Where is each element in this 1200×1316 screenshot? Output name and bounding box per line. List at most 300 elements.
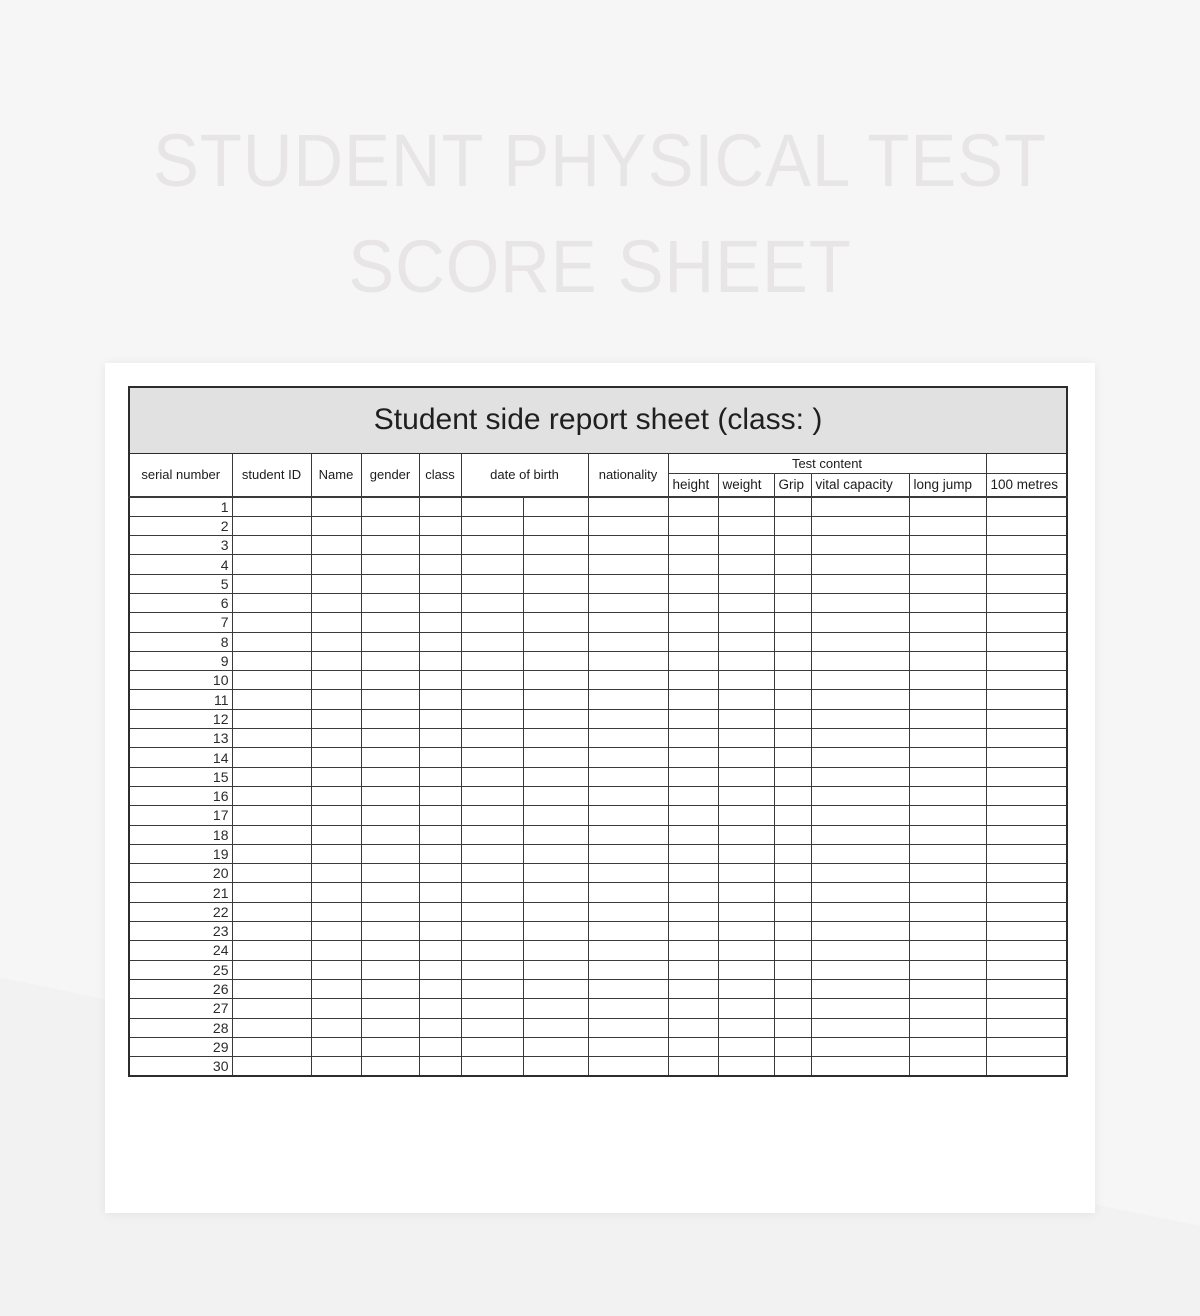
empty-data-cell xyxy=(361,1057,419,1076)
empty-data-cell xyxy=(909,1057,986,1076)
empty-data-cell xyxy=(311,593,361,612)
empty-data-cell xyxy=(361,536,419,555)
empty-data-cell xyxy=(361,671,419,690)
serial-number-cell: 26 xyxy=(129,979,232,998)
empty-data-cell xyxy=(811,902,909,921)
empty-data-cell xyxy=(668,1018,718,1037)
table-row xyxy=(129,922,1067,941)
empty-data-cell xyxy=(461,709,523,728)
empty-data-cell xyxy=(909,922,986,941)
empty-data-cell xyxy=(718,844,774,863)
empty-data-cell xyxy=(668,729,718,748)
empty-data-cell xyxy=(232,960,311,979)
empty-data-cell xyxy=(986,922,1067,941)
empty-data-cell xyxy=(811,786,909,805)
empty-data-cell xyxy=(311,709,361,728)
empty-data-cell xyxy=(361,574,419,593)
empty-data-cell xyxy=(774,729,811,748)
empty-data-cell xyxy=(232,786,311,805)
empty-data-cell xyxy=(718,574,774,593)
empty-data-cell xyxy=(232,1057,311,1076)
serial-number-cell: 24 xyxy=(129,941,232,960)
empty-data-cell xyxy=(461,979,523,998)
empty-data-cell xyxy=(986,941,1067,960)
table-row xyxy=(129,574,1067,593)
serial-number-cell: 8 xyxy=(129,632,232,651)
empty-data-cell xyxy=(811,960,909,979)
empty-data-cell xyxy=(718,941,774,960)
col-header-date-of-birth: date of birth xyxy=(461,453,588,497)
empty-data-cell xyxy=(588,555,668,574)
empty-data-cell xyxy=(311,806,361,825)
empty-data-cell xyxy=(774,844,811,863)
empty-data-cell xyxy=(909,786,986,805)
empty-data-cell xyxy=(718,729,774,748)
empty-data-cell xyxy=(419,690,461,709)
empty-data-cell xyxy=(419,1057,461,1076)
empty-data-cell xyxy=(361,729,419,748)
empty-data-cell xyxy=(811,497,909,516)
serial-number-cell: 15 xyxy=(129,767,232,786)
empty-data-cell xyxy=(718,516,774,535)
empty-data-cell xyxy=(718,767,774,786)
empty-data-cell xyxy=(909,825,986,844)
empty-data-cell xyxy=(361,516,419,535)
empty-data-cell xyxy=(668,671,718,690)
empty-data-cell xyxy=(811,690,909,709)
empty-data-cell xyxy=(718,651,774,670)
empty-data-cell xyxy=(588,651,668,670)
empty-data-cell xyxy=(523,806,588,825)
empty-data-cell xyxy=(419,979,461,998)
empty-data-cell xyxy=(232,574,311,593)
empty-data-cell xyxy=(523,671,588,690)
empty-data-cell xyxy=(419,786,461,805)
empty-data-cell xyxy=(311,651,361,670)
empty-data-cell xyxy=(588,883,668,902)
empty-data-cell xyxy=(811,999,909,1018)
col-header-serial-number: serial number xyxy=(129,453,232,497)
watermark-title-line1: STUDENT PHYSICAL TEST xyxy=(152,119,1047,202)
empty-data-cell xyxy=(909,941,986,960)
empty-data-cell xyxy=(311,690,361,709)
empty-data-cell xyxy=(811,613,909,632)
empty-data-cell xyxy=(461,1057,523,1076)
table-row xyxy=(129,844,1067,863)
empty-data-cell xyxy=(361,922,419,941)
empty-data-cell xyxy=(909,516,986,535)
empty-data-cell xyxy=(361,632,419,651)
empty-data-cell xyxy=(232,922,311,941)
empty-data-cell xyxy=(718,671,774,690)
empty-data-cell xyxy=(668,902,718,921)
empty-data-cell xyxy=(668,844,718,863)
empty-data-cell xyxy=(232,979,311,998)
empty-data-cell xyxy=(461,574,523,593)
serial-number-cell: 22 xyxy=(129,902,232,921)
empty-data-cell xyxy=(909,999,986,1018)
empty-data-cell xyxy=(986,555,1067,574)
empty-data-cell xyxy=(718,883,774,902)
empty-data-cell xyxy=(774,825,811,844)
score-sheet-table xyxy=(128,386,1068,1077)
empty-data-cell xyxy=(461,632,523,651)
empty-data-cell xyxy=(986,979,1067,998)
empty-data-cell xyxy=(774,574,811,593)
empty-data-cell xyxy=(909,767,986,786)
table-row xyxy=(129,767,1067,786)
empty-data-cell xyxy=(588,922,668,941)
empty-data-cell xyxy=(361,902,419,921)
empty-data-cell xyxy=(986,651,1067,670)
empty-data-cell xyxy=(232,497,311,516)
empty-data-cell xyxy=(588,979,668,998)
empty-data-cell xyxy=(588,593,668,612)
empty-data-cell xyxy=(811,1057,909,1076)
col-header-gender: gender xyxy=(361,453,419,497)
score-table-body xyxy=(129,497,1067,1076)
table-row xyxy=(129,902,1067,921)
empty-data-cell xyxy=(232,941,311,960)
empty-data-cell xyxy=(718,555,774,574)
table-row xyxy=(129,516,1067,535)
empty-data-cell xyxy=(311,979,361,998)
empty-data-cell xyxy=(718,748,774,767)
empty-data-cell xyxy=(419,864,461,883)
empty-data-cell xyxy=(668,960,718,979)
empty-data-cell xyxy=(986,690,1067,709)
empty-data-cell xyxy=(461,748,523,767)
empty-data-cell xyxy=(311,555,361,574)
empty-data-cell xyxy=(461,613,523,632)
serial-number-cell: 14 xyxy=(129,748,232,767)
watermark-title xyxy=(0,108,1200,320)
empty-data-cell xyxy=(774,632,811,651)
table-row xyxy=(129,883,1067,902)
serial-number-cell: 18 xyxy=(129,825,232,844)
empty-data-cell xyxy=(311,748,361,767)
empty-data-cell xyxy=(461,902,523,921)
empty-data-cell xyxy=(461,786,523,805)
empty-data-cell xyxy=(419,806,461,825)
empty-data-cell xyxy=(232,555,311,574)
empty-data-cell xyxy=(986,844,1067,863)
empty-data-cell xyxy=(774,902,811,921)
empty-data-cell xyxy=(523,651,588,670)
empty-data-cell xyxy=(986,1018,1067,1037)
empty-data-cell xyxy=(774,555,811,574)
table-row xyxy=(129,960,1067,979)
col-header-class: class xyxy=(419,453,461,497)
empty-data-cell xyxy=(588,1018,668,1037)
serial-number-cell: 5 xyxy=(129,574,232,593)
empty-data-cell xyxy=(718,1018,774,1037)
empty-data-cell xyxy=(774,941,811,960)
empty-data-cell xyxy=(419,729,461,748)
empty-data-cell xyxy=(419,709,461,728)
sheet-title: Student side report sheet (class: ) xyxy=(129,387,1067,453)
empty-data-cell xyxy=(774,536,811,555)
empty-data-cell xyxy=(419,999,461,1018)
col-header-test-content-group: Test content xyxy=(668,453,986,473)
empty-data-cell xyxy=(588,806,668,825)
empty-data-cell xyxy=(461,960,523,979)
empty-data-cell xyxy=(986,825,1067,844)
empty-data-cell xyxy=(361,883,419,902)
empty-data-cell xyxy=(811,651,909,670)
empty-data-cell xyxy=(774,690,811,709)
empty-data-cell xyxy=(774,786,811,805)
empty-data-cell xyxy=(774,960,811,979)
empty-data-cell xyxy=(523,632,588,651)
empty-data-cell xyxy=(811,922,909,941)
empty-data-cell xyxy=(419,536,461,555)
empty-data-cell xyxy=(668,825,718,844)
empty-data-cell xyxy=(232,690,311,709)
empty-data-cell xyxy=(523,979,588,998)
empty-data-cell xyxy=(523,786,588,805)
empty-data-cell xyxy=(523,690,588,709)
empty-data-cell xyxy=(419,1018,461,1037)
empty-data-cell xyxy=(986,593,1067,612)
empty-data-cell xyxy=(311,1037,361,1056)
empty-data-cell xyxy=(718,902,774,921)
empty-data-cell xyxy=(986,960,1067,979)
serial-number-cell: 10 xyxy=(129,671,232,690)
empty-data-cell xyxy=(311,999,361,1018)
empty-data-cell xyxy=(718,613,774,632)
empty-data-cell xyxy=(311,922,361,941)
empty-data-cell xyxy=(774,516,811,535)
empty-data-cell xyxy=(668,748,718,767)
empty-data-cell xyxy=(909,748,986,767)
empty-data-cell xyxy=(523,593,588,612)
table-row xyxy=(129,786,1067,805)
empty-data-cell xyxy=(909,709,986,728)
empty-data-cell xyxy=(419,555,461,574)
empty-data-cell xyxy=(986,1057,1067,1076)
empty-data-cell xyxy=(668,864,718,883)
empty-data-cell xyxy=(774,864,811,883)
empty-data-cell xyxy=(909,574,986,593)
empty-data-cell xyxy=(668,593,718,612)
empty-data-cell xyxy=(461,671,523,690)
empty-data-cell xyxy=(718,690,774,709)
empty-data-cell xyxy=(523,536,588,555)
empty-data-cell xyxy=(361,844,419,863)
empty-data-cell xyxy=(811,536,909,555)
col-header-nationality: nationality xyxy=(588,453,668,497)
empty-data-cell xyxy=(588,1057,668,1076)
empty-data-cell xyxy=(668,632,718,651)
table-row xyxy=(129,941,1067,960)
table-row xyxy=(129,651,1067,670)
empty-data-cell xyxy=(361,806,419,825)
empty-data-cell xyxy=(909,902,986,921)
empty-data-cell xyxy=(311,786,361,805)
serial-number-cell: 27 xyxy=(129,999,232,1018)
empty-data-cell xyxy=(668,516,718,535)
empty-data-cell xyxy=(523,844,588,863)
empty-data-cell xyxy=(232,767,311,786)
empty-data-cell xyxy=(668,613,718,632)
empty-data-cell xyxy=(361,767,419,786)
empty-data-cell xyxy=(588,960,668,979)
empty-data-cell xyxy=(461,844,523,863)
empty-data-cell xyxy=(232,1037,311,1056)
empty-data-cell xyxy=(461,825,523,844)
empty-data-cell xyxy=(311,516,361,535)
empty-data-cell xyxy=(311,497,361,516)
table-row xyxy=(129,825,1067,844)
empty-data-cell xyxy=(909,651,986,670)
empty-data-cell xyxy=(909,536,986,555)
empty-data-cell xyxy=(774,806,811,825)
table-row xyxy=(129,1037,1067,1056)
col-header-name: Name xyxy=(311,453,361,497)
table-row xyxy=(129,1057,1067,1076)
empty-data-cell xyxy=(311,767,361,786)
empty-data-cell xyxy=(811,748,909,767)
empty-data-cell xyxy=(361,1018,419,1037)
table-row xyxy=(129,999,1067,1018)
empty-data-cell xyxy=(311,632,361,651)
empty-data-cell xyxy=(588,613,668,632)
empty-data-cell xyxy=(419,902,461,921)
empty-data-cell xyxy=(588,536,668,555)
empty-data-cell xyxy=(523,516,588,535)
empty-data-cell xyxy=(461,593,523,612)
empty-data-cell xyxy=(419,497,461,516)
empty-data-cell xyxy=(811,1018,909,1037)
empty-data-cell xyxy=(774,748,811,767)
empty-data-cell xyxy=(909,864,986,883)
empty-data-cell xyxy=(588,709,668,728)
empty-data-cell xyxy=(311,613,361,632)
empty-data-cell xyxy=(361,825,419,844)
empty-data-cell xyxy=(523,825,588,844)
serial-number-cell: 2 xyxy=(129,516,232,535)
empty-data-cell xyxy=(588,767,668,786)
col-header-100-metres: 100 metres xyxy=(986,473,1067,497)
empty-data-cell xyxy=(718,709,774,728)
empty-data-cell xyxy=(361,960,419,979)
empty-data-cell xyxy=(311,844,361,863)
empty-data-cell xyxy=(419,516,461,535)
empty-data-cell xyxy=(986,786,1067,805)
empty-data-cell xyxy=(774,497,811,516)
empty-data-cell xyxy=(668,941,718,960)
empty-data-cell xyxy=(232,729,311,748)
empty-data-cell xyxy=(774,1057,811,1076)
serial-number-cell: 16 xyxy=(129,786,232,805)
serial-number-cell: 6 xyxy=(129,593,232,612)
empty-data-cell xyxy=(774,613,811,632)
empty-data-cell xyxy=(361,651,419,670)
empty-data-cell xyxy=(811,941,909,960)
empty-data-cell xyxy=(232,536,311,555)
empty-data-cell xyxy=(718,1037,774,1056)
col-header-vital-capacity: vital capacity xyxy=(811,473,909,497)
table-row xyxy=(129,632,1067,651)
empty-data-cell xyxy=(811,671,909,690)
empty-data-cell xyxy=(909,632,986,651)
empty-data-cell xyxy=(523,1057,588,1076)
sheet-title-row xyxy=(129,387,1067,453)
empty-data-cell xyxy=(232,883,311,902)
empty-data-cell xyxy=(311,1057,361,1076)
empty-data-cell xyxy=(461,999,523,1018)
empty-data-cell xyxy=(588,941,668,960)
empty-data-cell xyxy=(588,1037,668,1056)
empty-data-cell xyxy=(419,671,461,690)
empty-data-cell xyxy=(361,690,419,709)
empty-data-cell xyxy=(811,574,909,593)
empty-data-cell xyxy=(419,767,461,786)
empty-data-cell xyxy=(232,613,311,632)
empty-data-cell xyxy=(361,497,419,516)
empty-data-cell xyxy=(986,767,1067,786)
serial-number-cell: 30 xyxy=(129,1057,232,1076)
empty-data-cell xyxy=(461,651,523,670)
empty-data-cell xyxy=(361,941,419,960)
empty-data-cell xyxy=(419,960,461,979)
empty-data-cell xyxy=(668,1057,718,1076)
empty-data-cell xyxy=(419,574,461,593)
empty-data-cell xyxy=(774,1037,811,1056)
empty-data-cell xyxy=(361,979,419,998)
empty-data-cell xyxy=(811,883,909,902)
empty-data-cell xyxy=(986,729,1067,748)
col-header-weight: weight xyxy=(718,473,774,497)
empty-data-cell xyxy=(361,786,419,805)
empty-data-cell xyxy=(718,806,774,825)
empty-data-cell xyxy=(588,844,668,863)
empty-data-cell xyxy=(419,613,461,632)
empty-data-cell xyxy=(232,864,311,883)
empty-data-cell xyxy=(361,748,419,767)
empty-data-cell xyxy=(523,941,588,960)
empty-data-cell xyxy=(461,536,523,555)
empty-data-cell xyxy=(986,1037,1067,1056)
empty-data-cell xyxy=(588,632,668,651)
empty-data-cell xyxy=(232,999,311,1018)
serial-number-cell: 29 xyxy=(129,1037,232,1056)
empty-data-cell xyxy=(718,1057,774,1076)
empty-data-cell xyxy=(811,825,909,844)
empty-data-cell xyxy=(232,651,311,670)
table-row xyxy=(129,690,1067,709)
empty-data-cell xyxy=(986,497,1067,516)
empty-data-cell xyxy=(232,709,311,728)
empty-data-cell xyxy=(986,864,1067,883)
serial-number-cell: 11 xyxy=(129,690,232,709)
empty-data-cell xyxy=(668,806,718,825)
empty-data-cell xyxy=(909,555,986,574)
empty-data-cell xyxy=(523,497,588,516)
empty-data-cell xyxy=(419,593,461,612)
empty-data-cell xyxy=(311,883,361,902)
empty-data-cell xyxy=(986,536,1067,555)
empty-data-cell xyxy=(361,864,419,883)
empty-data-cell xyxy=(523,1018,588,1037)
empty-data-cell xyxy=(232,902,311,921)
serial-number-cell: 23 xyxy=(129,922,232,941)
empty-data-cell xyxy=(232,1018,311,1037)
empty-data-cell xyxy=(588,671,668,690)
empty-data-cell xyxy=(909,960,986,979)
empty-data-cell xyxy=(361,999,419,1018)
